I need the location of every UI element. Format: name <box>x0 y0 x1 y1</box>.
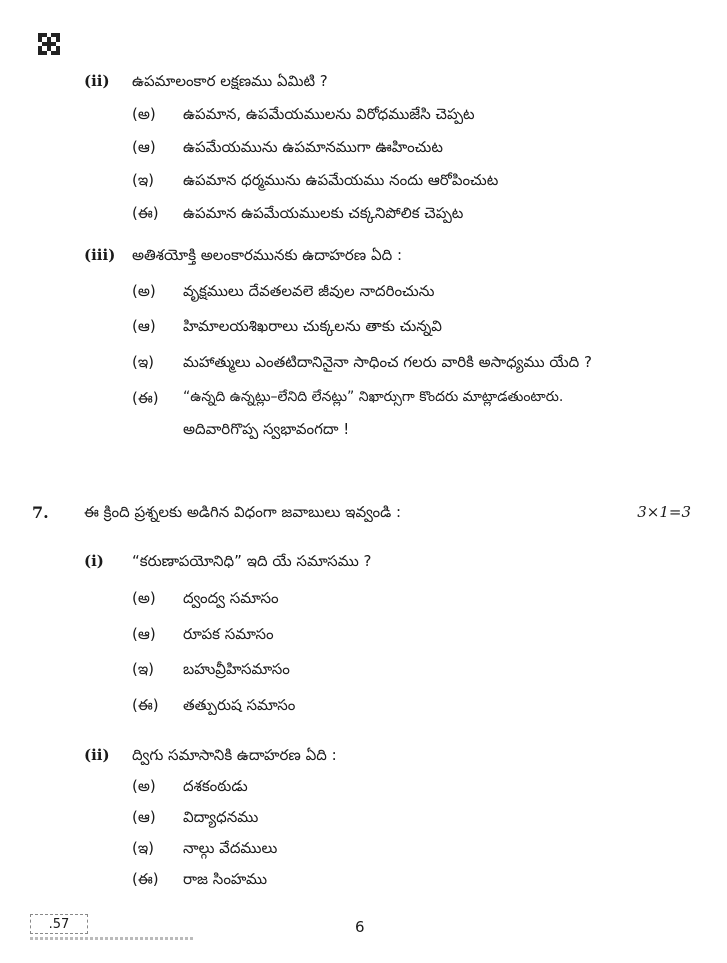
option-mark: (ఈ) <box>132 696 159 714</box>
page-number: 6 <box>355 918 365 936</box>
option-text-continued: అదివారిగొప్ప స్వభావంగదా ! <box>183 420 350 438</box>
option-text: ఉపమాన, ఉపమేయములను విరోధముజేసి చెప్పట <box>183 105 475 123</box>
q6-ii-question: ఉపమాలంకార లక్షణము ఏమిటి ? <box>132 72 328 90</box>
option-text: రాజ సింహము <box>183 870 268 888</box>
q7-ii-question: ద్విగు సమాసానికి ఉదాహరణ ఏది : <box>132 746 337 764</box>
option-mark: (ఇ) <box>132 171 155 189</box>
option-text: విద్యాధనము <box>183 808 259 826</box>
option-mark: (ఇ) <box>132 353 155 371</box>
question-number: 7. <box>32 503 49 522</box>
q6-iii-label: (iii) <box>84 246 116 264</box>
option-mark: (ఆ) <box>132 317 156 335</box>
q7-i-question: “కరుణాపయోనిధి” ఇది యే సమాసము ? <box>132 552 372 570</box>
option-mark: (అ) <box>132 282 156 300</box>
option-text: “ఉన్నది ఉన్నట్లు–లేనిది లేనట్లు” నిఖార్సుగా కొందరు మాట్లాడతుంటారు. <box>183 389 564 405</box>
option-text: దశకంఠుడు <box>183 777 248 795</box>
option-mark: (అ) <box>132 589 156 607</box>
option-text: వృక్షములు దేవతలవలె జీవుల నాదరించును <box>183 282 435 300</box>
option-mark: (ఆ) <box>132 625 156 643</box>
option-text: తత్పురుష సమాసం <box>183 696 296 714</box>
option-mark: (అ) <box>132 105 156 123</box>
marks-allocation: 3×1=3 <box>637 503 691 521</box>
option-text: ఉపమాన ధర్మమును ఉపమేయము నందు ఆరోపించుట <box>183 171 499 189</box>
option-text: బహువ్రీహిసమాసం <box>183 660 290 678</box>
option-text: రూపక సమాసం <box>183 625 274 643</box>
option-mark: (ఈ) <box>132 204 159 222</box>
option-text: మహాత్ములు ఎంతటిదానినైనా సాధించ గలరు వారికి అసాధ్యము యేది ? <box>183 353 592 371</box>
option-mark: (అ) <box>132 777 156 795</box>
option-text: ఉపమాన ఉపమేయములకు చక్కనిపోలిక చెప్పట <box>183 204 464 222</box>
option-text: హిమాలయశిఖరాలు చుక్కలను తాకు చున్నవి <box>183 317 442 335</box>
option-mark: (ఈ) <box>132 389 159 407</box>
footer-fine-print <box>30 937 195 940</box>
q7-ii-label: (ii) <box>84 746 110 764</box>
option-mark: (ఈ) <box>132 870 159 888</box>
option-text: ఉపమేయమును ఉపమానముగా ఊహించుట <box>183 138 443 156</box>
option-mark: (ఇ) <box>132 660 155 678</box>
q6-iii-question: అతిశయోక్తి అలంకారమునకు ఉదాహరణ ఏది : <box>132 246 403 264</box>
qr-code-icon <box>38 33 60 55</box>
option-text: నాల్గు వేదములు <box>183 839 278 857</box>
q7-instruction: ఈ క్రింది ప్రశ్నలకు అడిగిన విధంగా జవాబులు ఇవ్వండి : <box>84 503 402 521</box>
option-mark: (ఇ) <box>132 839 155 857</box>
q7-i-label: (i) <box>84 552 104 570</box>
option-mark: (ఆ) <box>132 808 156 826</box>
paper-code: .57 <box>30 914 88 934</box>
q6-ii-label: (ii) <box>84 72 110 90</box>
option-text: ద్వంద్వ సమాసం <box>183 589 279 607</box>
option-mark: (ఆ) <box>132 138 156 156</box>
